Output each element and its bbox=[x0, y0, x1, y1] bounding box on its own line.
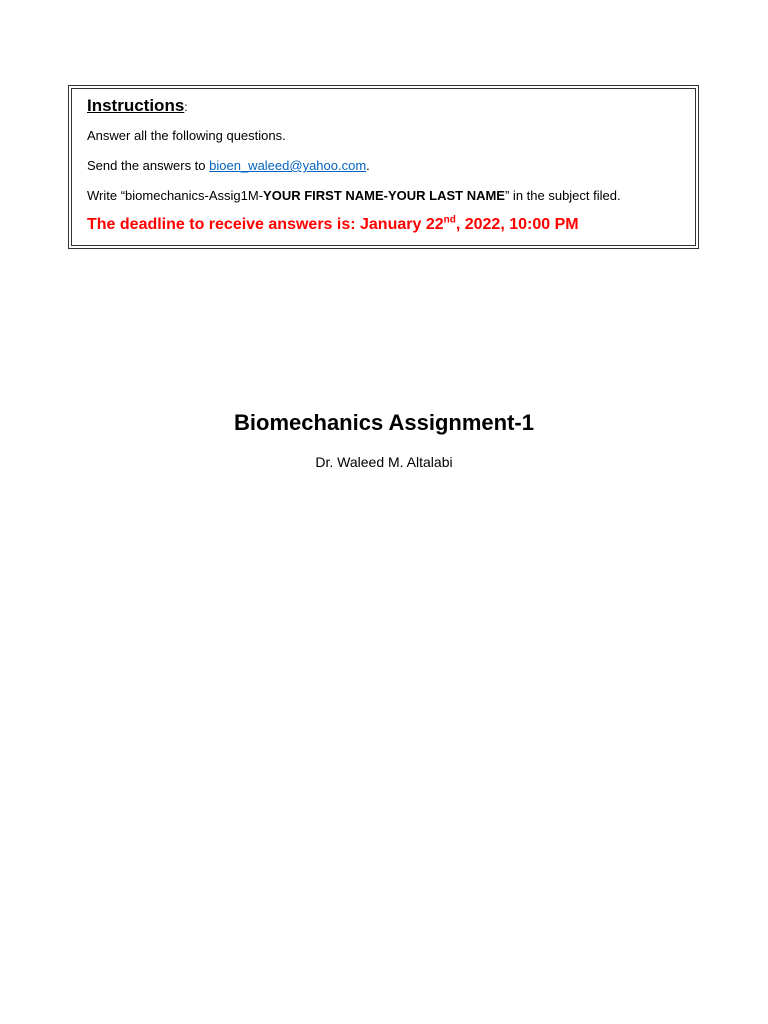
document-author: Dr. Waleed M. Altalabi bbox=[315, 454, 453, 470]
send-answers-suffix: . bbox=[366, 158, 370, 173]
subject-format-prefix: Write “biomechanics-Assig1M- bbox=[87, 188, 264, 203]
document-title: Biomechanics Assignment-1 bbox=[234, 410, 534, 435]
subject-format-bold: YOUR FIRST NAME-YOUR LAST NAME bbox=[263, 188, 505, 203]
instructions-heading-colon: : bbox=[184, 100, 188, 114]
subject-format-suffix: ” in the subject filed. bbox=[504, 188, 621, 203]
instructions-inner-border bbox=[71, 88, 696, 246]
email-link[interactable]: bioen_waleed@yahoo.com bbox=[209, 158, 367, 173]
deadline-ordinal-suffix: nd bbox=[443, 214, 456, 226]
instruction-send-answers bbox=[87, 157, 681, 175]
deadline-suffix: , 2022, 10:00 PM bbox=[455, 216, 579, 233]
send-answers-prefix: Send the answers to bbox=[87, 158, 210, 173]
instruction-subject-format bbox=[87, 187, 681, 205]
deadline-prefix: The deadline to receive answers is: January 22 bbox=[87, 216, 444, 233]
instruction-answer-all bbox=[87, 127, 681, 145]
instructions-box bbox=[68, 85, 699, 249]
deadline-notice bbox=[87, 215, 681, 235]
instructions-heading-text: Instructions bbox=[87, 96, 185, 115]
instruction-answer-all-text: Answer all the following questions. bbox=[87, 128, 286, 143]
instructions-heading bbox=[87, 95, 681, 118]
